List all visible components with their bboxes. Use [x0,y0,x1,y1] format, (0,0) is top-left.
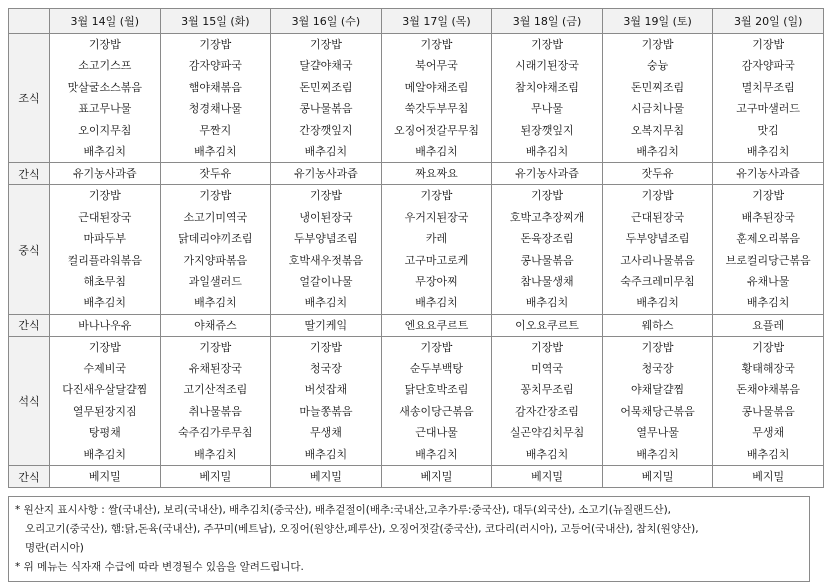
menu-item: 오이지무침 [78,123,132,137]
meal-cell [50,336,161,465]
snack-row [9,466,824,488]
menu-item: 무나물 [531,102,563,116]
menu-item: 고기산적조림 [183,383,248,397]
menu-item: 기장밥 [88,189,121,203]
menu-item: 참나물생채 [520,274,574,288]
menu-item: 실곤약김치무침 [509,426,585,440]
meal-cell [602,185,713,314]
menu-item: 야채달걀찜 [631,383,685,397]
menu-item: 배추김치 [415,296,458,310]
meal-label: 간식 [9,314,50,336]
meal-label: 간식 [9,466,50,488]
menu-item: 배추김치 [304,296,348,310]
menu-item: 표고무나물 [78,102,132,116]
menu-item: 카레 [425,232,448,246]
menu-item: 멸치무조림 [741,80,795,94]
menu-item: 배추김치 [415,144,458,158]
menu-item: 탕평채 [88,426,121,440]
menu-item: 열무나물 [636,426,679,440]
menu-item: 기장밥 [309,340,342,354]
menu-item: 컬리플라워볶음 [67,253,142,267]
menu-item: 기장밥 [199,189,232,203]
menu-item: 무생채 [752,426,785,440]
menu-item: 기장밥 [309,189,342,203]
menu-item: 배추김치 [746,447,790,461]
menu-item: 기장밥 [309,38,342,51]
menu-item: 돈채야채볶음 [736,383,801,397]
meal-cell [713,34,824,163]
menu-item: 북어무국 [415,59,458,73]
meal-cell [381,336,492,465]
menu-item: 취나물볶음 [188,404,242,418]
snack-item: 베지밀 [50,466,161,488]
snack-row [9,314,824,336]
meal-cell [50,185,161,314]
header-row [9,9,824,34]
menu-item: 기장밥 [641,189,674,203]
breakfast-row [9,34,824,163]
snack-item: 유기농사과즙 [271,163,382,185]
menu-item: 마파두부 [83,232,127,246]
menu-item: 배추김치 [525,447,569,461]
snack-item: 베지밀 [381,466,492,488]
day-header: 3월 15일 (화) [160,9,271,34]
menu-item: 무짠지 [199,123,232,137]
menu-item: 배추김치 [415,447,458,461]
menu-item: 숙주크레미무침 [620,274,695,288]
menu-item: 기장밥 [531,189,563,203]
menu-item: 기장밥 [420,340,453,354]
meal-cell [381,185,492,314]
snack-item: 유기농사과즙 [713,163,824,185]
menu-item: 열무된장지짐 [72,404,137,418]
day-header: 3월 19일 (토) [602,9,713,34]
menu-item: 시금치나물 [631,102,685,116]
menu-item: 닭단호박조림 [404,383,469,397]
menu-item: 맛김 [757,123,779,137]
meal-cell [271,185,382,314]
snack-item: 베지밀 [271,466,382,488]
snack-item: 유기농사과즙 [50,163,161,185]
snack-item: 짜요짜요 [381,163,492,185]
snack-item: 베지밀 [492,466,603,488]
menu-item: 근대된장국 [631,210,685,224]
snack-item: 엔요요쿠르트 [381,314,492,336]
menu-item: 배추김치 [194,447,237,461]
menu-item: 배추김치 [304,447,348,461]
menu-item: 우거지된장국 [404,210,469,224]
menu-item: 기장밥 [752,340,785,354]
snack-item: 이오요쿠르트 [492,314,603,336]
day-header: 3월 14일 (월) [50,9,161,34]
menu-item: 다진새우살달걀찜 [62,383,148,397]
menu-item: 달걀야채국 [299,59,353,73]
menu-item: 배추김치 [525,296,569,310]
menu-item: 기장밥 [641,38,674,51]
menu-item: 가지양파볶음 [183,253,248,267]
meal-cell [602,34,713,163]
meal-cell [492,185,603,314]
menu-item: 감자양파국 [741,59,795,73]
menu-item: 감자간장조림 [515,404,579,418]
menu-item: 훈제오리볶음 [736,232,801,246]
menu-item: 기장밥 [199,38,232,51]
menu-item: 순두부백탕 [409,362,464,376]
menu-item: 고구마고로케 [404,253,469,267]
menu-item: 햄야채볶음 [188,80,242,94]
menu-item: 맛살굴소스볶음 [67,80,142,94]
notes-line: * 원산지 표시사항 : 쌀(국내산), 보리(국내산), 배추김치(중국산), 배추겉절이(배추:국내산,고추가루:중국산), 대두(외국산), 소고기(뉴질랜드산), [15,504,671,517]
meal-cell [602,336,713,465]
menu-item: 무생채 [309,426,342,440]
origin-notes [8,496,810,582]
snack-item: 요플레 [713,314,824,336]
menu-item: 해초무침 [83,274,127,288]
menu-item: 배추김치 [83,144,127,158]
menu-item: 배추된장국 [741,210,795,224]
day-header: 3월 16일 (수) [271,9,382,34]
meal-cell [271,336,382,465]
meal-cell [50,34,161,163]
menu-item: 콩나물볶음 [520,253,574,267]
meal-label: 중식 [9,185,50,314]
corner-cell [9,9,50,34]
menu-item: 시래기된장국 [515,59,579,73]
menu-item: 꽁치무조림 [520,383,574,397]
menu-item: 숭늉 [646,59,669,73]
menu-item: 기장밥 [641,340,674,354]
meal-cell [160,336,271,465]
meal-cell [713,336,824,465]
meal-cell [271,34,382,163]
menu-item: 두부양념조림 [294,232,358,246]
snack-item: 딸기케잌 [271,314,382,336]
menu-item: 새송이당근볶음 [399,404,474,418]
menu-item: 마늘쫑볶음 [299,404,353,418]
menu-item: 배추김치 [304,144,348,158]
meal-cell [160,34,271,163]
snack-item: 웨하스 [602,314,713,336]
menu-item: 브로컬리당근볶음 [725,253,811,267]
menu-item: 유채된장국 [188,362,242,376]
menu-item: 배추김치 [746,144,790,158]
menu-item: 기장밥 [88,340,121,354]
menu-item: 얼갈이나물 [299,274,353,288]
menu-item: 오징어젓갈무무침 [393,123,479,137]
meal-label: 간식 [9,163,50,185]
menu-item: 배추김치 [83,296,127,310]
meal-cell [492,336,603,465]
menu-item: 배추김치 [194,144,237,158]
weekly-menu [8,8,824,582]
menu-item: 돈육장조림 [520,232,574,246]
menu-item: 유채나물 [746,274,790,288]
snack-item: 베지밀 [602,466,713,488]
menu-item: 배추김치 [525,144,569,158]
menu-item: 어묵채당근볶음 [620,404,695,418]
menu-item: 콩나물볶음 [299,102,353,116]
menu-item: 호박새우젓볶음 [288,253,364,267]
menu-table [8,8,824,488]
lunch-row [9,185,824,314]
menu-item: 무장아찌 [415,274,458,288]
menu-item: 고사리나물볶음 [620,253,695,267]
menu-item: 된장깻잎지 [520,123,574,137]
menu-item: 간장깻잎지 [299,123,353,137]
menu-item: 기장밥 [199,340,232,354]
menu-item: 과일샐러드 [188,274,242,288]
menu-item: 쑥갓두부무침 [404,102,469,116]
menu-item: 기장밥 [531,340,563,354]
menu-item: 메알야채조림 [404,80,469,94]
snack-item: 야채쥬스 [160,314,271,336]
menu-item: 배추김치 [83,447,127,461]
snack-item: 잣두유 [602,163,713,185]
notes-line: 오리고기(중국산), 햄:닭,돈육(국내산), 주꾸미(베트남), 오징어(원양산,페루산), 오징어젓갈(중국산), 코다리(러시아), 고등어(국내산), 참치(원양산), [25,523,699,536]
menu-item: 기장밥 [420,38,453,51]
menu-item: 근대된장국 [78,210,132,224]
meal-label: 석식 [9,336,50,465]
menu-item: 콩나물볶음 [741,404,795,418]
menu-item: 기장밥 [88,38,121,51]
meal-label: 조식 [9,34,50,163]
snack-item: 베지밀 [160,466,271,488]
meal-cell [381,34,492,163]
menu-item: 닭데리야끼조림 [178,232,253,246]
snack-item: 유기농사과즙 [492,163,603,185]
menu-item: 청국장 [309,362,342,376]
menu-item: 배추김치 [636,144,679,158]
menu-item: 황태해장국 [741,362,795,376]
snack-item: 잣두유 [160,163,271,185]
meal-cell [713,185,824,314]
meal-cell [492,34,603,163]
menu-item: 돈민찌조림 [631,80,685,94]
menu-item: 숙주김가루무침 [178,426,253,440]
menu-item: 기장밥 [420,189,453,203]
menu-item: 돈민찌조림 [299,80,353,94]
menu-item: 미역국 [531,362,563,376]
snack-row [9,163,824,185]
menu-item: 배추김치 [746,296,790,310]
menu-item: 근대나물 [415,426,458,440]
menu-item: 소고기스프 [78,59,132,73]
day-header: 3월 17일 (목) [381,9,492,34]
menu-item: 기장밥 [531,38,563,51]
menu-item: 버섯잡채 [304,383,348,397]
menu-item: 호박고추장찌개 [509,210,585,224]
dinner-row [9,336,824,465]
menu-item: 소고기미역국 [183,210,248,224]
menu-item: 감자양파국 [188,59,242,73]
menu-item: 배추김치 [194,296,237,310]
menu-item: 기장밥 [752,189,785,203]
menu-item: 오복지무침 [631,123,685,137]
menu-item: 냉이된장국 [299,210,353,224]
menu-item: 참치야채조림 [515,80,579,94]
menu-item: 배추김치 [636,447,679,461]
day-header: 3월 20일 (일) [713,9,824,34]
menu-item: 두부양념조림 [625,232,690,246]
menu-item: 청국장 [641,362,674,376]
menu-item: 수제비국 [83,362,127,376]
menu-item: 배추김치 [636,296,679,310]
menu-item: 기장밥 [752,38,785,51]
meal-cell [160,185,271,314]
notes-line: * 위 메뉴는 식자재 수급에 따라 변경될수 있음을 알려드립니다. [15,561,304,574]
snack-item: 바나나우유 [50,314,161,336]
notes-line: 명란(러시아) [25,542,84,555]
snack-item: 베지밀 [713,466,824,488]
day-header: 3월 18일 (금) [492,9,603,34]
menu-item: 고구마샐러드 [736,102,801,116]
menu-item: 청경채나물 [188,102,242,116]
